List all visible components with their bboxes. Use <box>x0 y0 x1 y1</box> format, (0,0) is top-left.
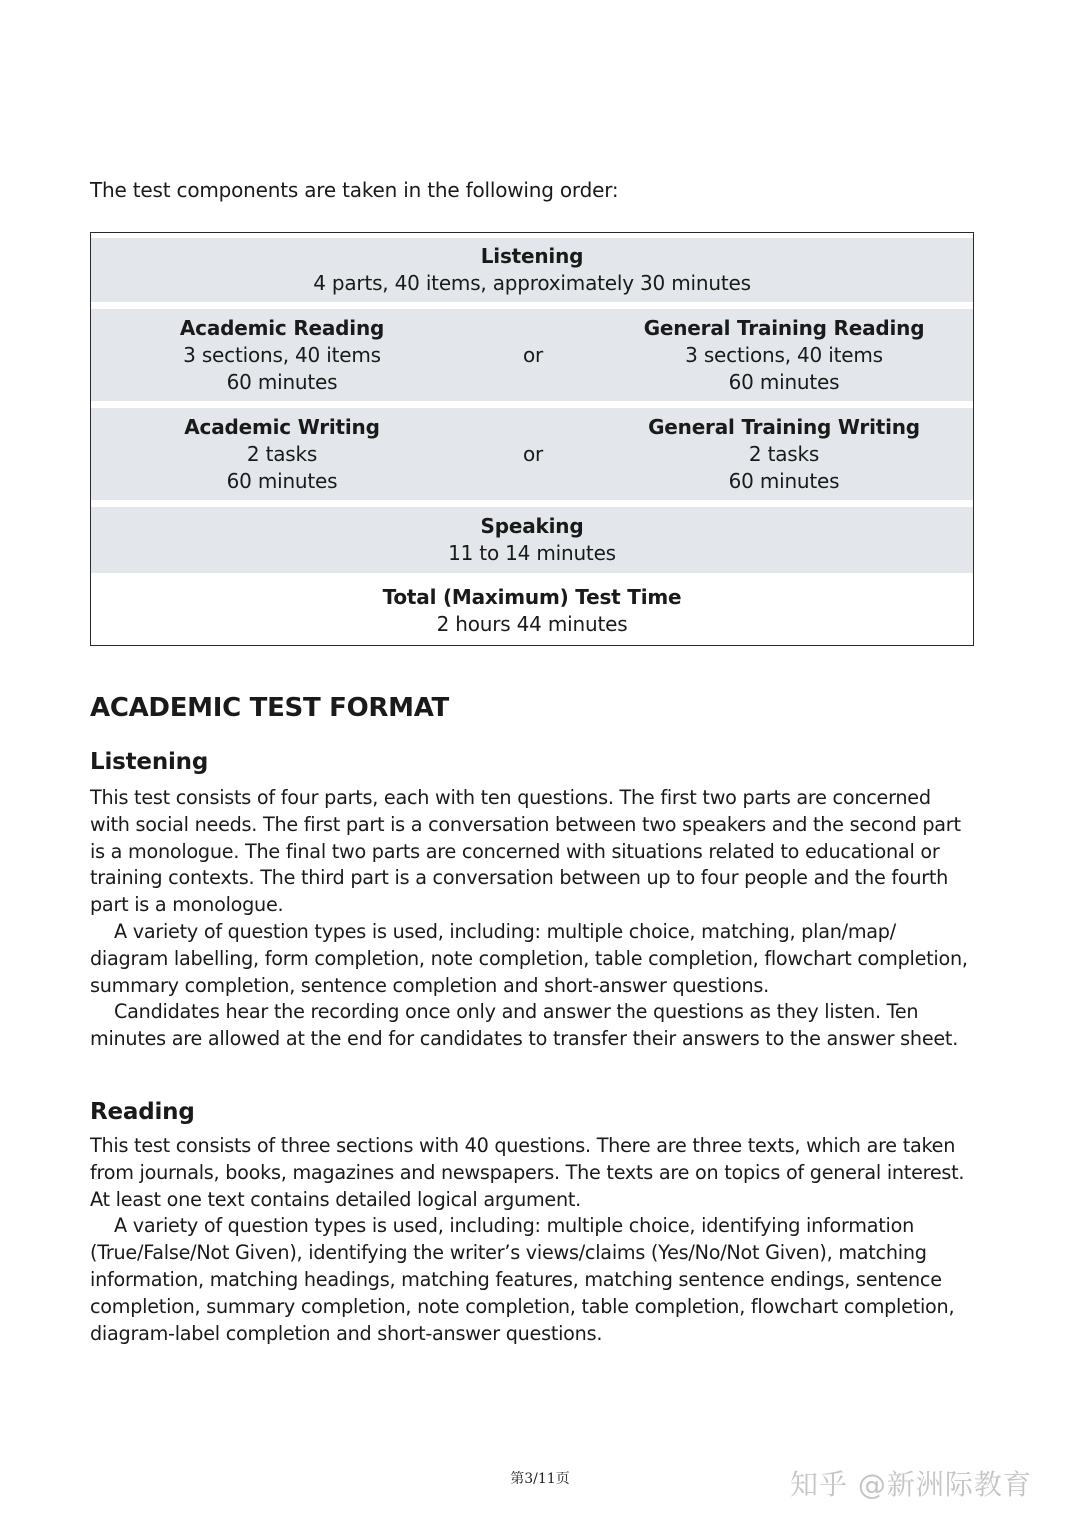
test-order-table <box>90 232 974 646</box>
reading-or <box>473 342 593 369</box>
listening-heading: Listening <box>90 749 209 775</box>
writing-or-label: or <box>522 441 544 466</box>
general-reading-line1: 3 sections, 40 items <box>685 342 883 367</box>
writing-or <box>473 441 593 468</box>
total-detail: 2 hours 44 minutes <box>436 612 628 636</box>
reading-or-label: or <box>522 342 544 367</box>
general-writing-cell <box>593 414 975 495</box>
page-number: 第3/11页 <box>510 1471 570 1487</box>
general-writing-line1: 2 tasks <box>748 441 820 466</box>
section-heading: ACADEMIC TEST FORMAT <box>90 693 449 723</box>
table-row-total <box>91 580 973 642</box>
academic-writing-cell <box>91 414 473 495</box>
table-row-listening <box>91 238 973 302</box>
academic-writing-line2: 60 minutes <box>226 468 338 493</box>
total-title: Total (Maximum) Test Time <box>382 585 682 609</box>
general-reading-line2: 60 minutes <box>728 369 840 394</box>
speaking-title: Speaking <box>480 514 584 538</box>
table-row-writing <box>91 408 973 500</box>
listening-paragraph-3: Candidates hear the recording once only and answer the questions as they listen. Ten minutes are allowed at the end for candidates to transfer their answers to the answer sheet. <box>90 1000 959 1051</box>
watermark: 知乎 @新洲际教育 <box>790 1468 1032 1501</box>
academic-writing-title: Academic Writing <box>184 414 380 439</box>
table-row-speaking <box>91 507 973 573</box>
reading-paragraph-1: This test consists of three sections with 40 questions. There are three texts, which are taken from journals, books, magazines and newspapers. The texts are on topics of general interest. At least one text contains detailed logical argument. <box>90 1134 965 1211</box>
general-writing-title: General Training Writing <box>648 414 920 439</box>
reading-paragraph-2: A variety of question types is used, including: multiple choice, identifying information (True/False/Not Given), identifying the writer’s views/claims (Yes/No/Not Given), matching information, matching headings, matching features, matching sentence endings, sentence completion, summary completion, note completion, table completion, flowchart completion, diagram-label completion and short-answer questions. <box>90 1214 955 1345</box>
listening-paragraph-1: This test consists of four parts, each with ten questions. The first two parts are concerned with social needs. The first part is a conversation between two speakers and the second part is a monologue. The final two parts are concerned with situations related to educational or training contexts. The third part is a conversation between up to four people and the fourth part is a monologue. <box>90 786 961 917</box>
general-reading-cell <box>593 315 975 396</box>
academic-reading-line1: 3 sections, 40 items <box>183 342 381 367</box>
general-writing-line2: 60 minutes <box>728 468 840 493</box>
academic-reading-cell <box>91 315 473 396</box>
academic-reading-title: Academic Reading <box>179 315 385 340</box>
speaking-detail: 11 to 14 minutes <box>448 541 616 565</box>
listening-body <box>90 785 974 1053</box>
listening-paragraph-2: A variety of question types is used, including: multiple choice, matching, plan/map/ diagram labelling, form completion, note completion, table completion, flowchart completion, summary completion, sentence completion and short-answer questions. <box>90 919 968 997</box>
listening-title: Listening <box>480 244 584 268</box>
table-row-reading <box>91 309 973 401</box>
listening-detail: 4 parts, 40 items, approximately 30 minutes <box>313 271 751 295</box>
reading-body <box>90 1133 974 1347</box>
academic-writing-line1: 2 tasks <box>246 441 318 466</box>
intro-text: The test components are taken in the following order: <box>90 178 619 202</box>
reading-heading: Reading <box>90 1099 195 1125</box>
academic-reading-line2: 60 minutes <box>226 369 338 394</box>
general-reading-title: General Training Reading <box>643 315 925 340</box>
